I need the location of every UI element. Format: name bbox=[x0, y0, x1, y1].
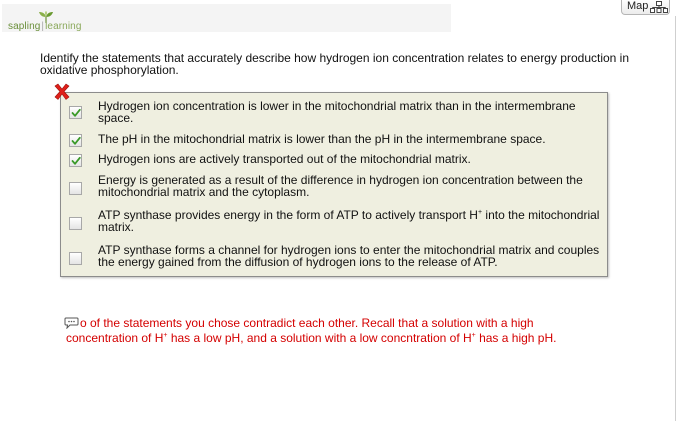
checkmark-icon bbox=[71, 108, 81, 118]
scrollbar-track[interactable] bbox=[675, 16, 676, 421]
option-5-text-part1: ATP synthase provides energy in the form of ATP to actively transport H bbox=[98, 208, 478, 222]
feedback-line-2-part3: has a high pH. bbox=[475, 331, 557, 345]
logo-separator: | bbox=[41, 21, 45, 32]
logo-word-sapling: sapling bbox=[8, 21, 41, 32]
option-2-text: The pH in the mitochondrial matrix is lower than the pH in the intermembrane space. bbox=[98, 132, 546, 146]
map-button[interactable] bbox=[621, 0, 670, 15]
feedback-line-2 bbox=[66, 330, 556, 346]
checkmark-icon bbox=[71, 156, 81, 166]
option-3-checkbox[interactable] bbox=[69, 154, 82, 167]
option-5-checkbox[interactable] bbox=[69, 217, 82, 230]
option-1[interactable] bbox=[61, 99, 607, 127]
answer-options-box bbox=[60, 92, 608, 277]
option-5-text-part2: into the mitochondrial matrix. bbox=[98, 208, 600, 234]
option-4-text: Energy is generated as a result of the difference in hydrogen ion concentration between the mitochondrial matrix and the cytoplasm. bbox=[98, 173, 583, 199]
speech-bubble-icon bbox=[64, 317, 79, 329]
sitemap-icon bbox=[650, 1, 668, 13]
option-6-text: ATP synthase forms a channel for hydrogen ions to enter the mitochondrial matrix and couples the energy gained from the diffusion of hydrogen ions to the release of ATP. bbox=[98, 243, 600, 269]
feedback-superscript-1: + bbox=[163, 332, 168, 339]
feedback-superscript-2: + bbox=[471, 332, 476, 339]
option-1-text: Hydrogen ion concentration is lower in the mitochondrial matrix than in the intermembrane space. bbox=[98, 99, 576, 125]
red-x-icon bbox=[52, 82, 72, 102]
option-4-checkbox[interactable] bbox=[69, 182, 82, 195]
sapling-learning-logo bbox=[8, 11, 88, 33]
option-6-checkbox[interactable] bbox=[69, 252, 82, 265]
option-5-superscript: + bbox=[477, 209, 483, 216]
option-1-checkbox[interactable] bbox=[69, 106, 82, 119]
logo-text bbox=[8, 21, 81, 32]
question-text: Identify the statements that accurately describe how hydrogen ion concentration relates to energy production in oxidative phosphorylation. bbox=[40, 51, 630, 77]
logo-word-learning: learning bbox=[45, 21, 82, 32]
checkmark-icon bbox=[71, 136, 81, 146]
feedback-line-1: o of the statements you chose contradict each other. Recall that a solution with a high bbox=[80, 316, 534, 330]
feedback-line-2-part1: concentration of H bbox=[66, 331, 164, 345]
option-5-text bbox=[98, 210, 603, 233]
option-4[interactable] bbox=[61, 174, 607, 204]
option-3[interactable] bbox=[61, 153, 607, 171]
option-5[interactable] bbox=[61, 209, 607, 239]
option-6[interactable] bbox=[61, 244, 607, 274]
option-2[interactable] bbox=[61, 133, 607, 151]
feedback-line-2-part2: has a low pH, and a solution with a low concntration of H bbox=[167, 331, 472, 345]
map-button-label: Map bbox=[627, 0, 649, 12]
option-3-text: Hydrogen ions are actively transported out of the mitochondrial matrix. bbox=[98, 152, 471, 166]
option-2-checkbox[interactable] bbox=[69, 134, 82, 147]
header-bar bbox=[2, 4, 451, 32]
